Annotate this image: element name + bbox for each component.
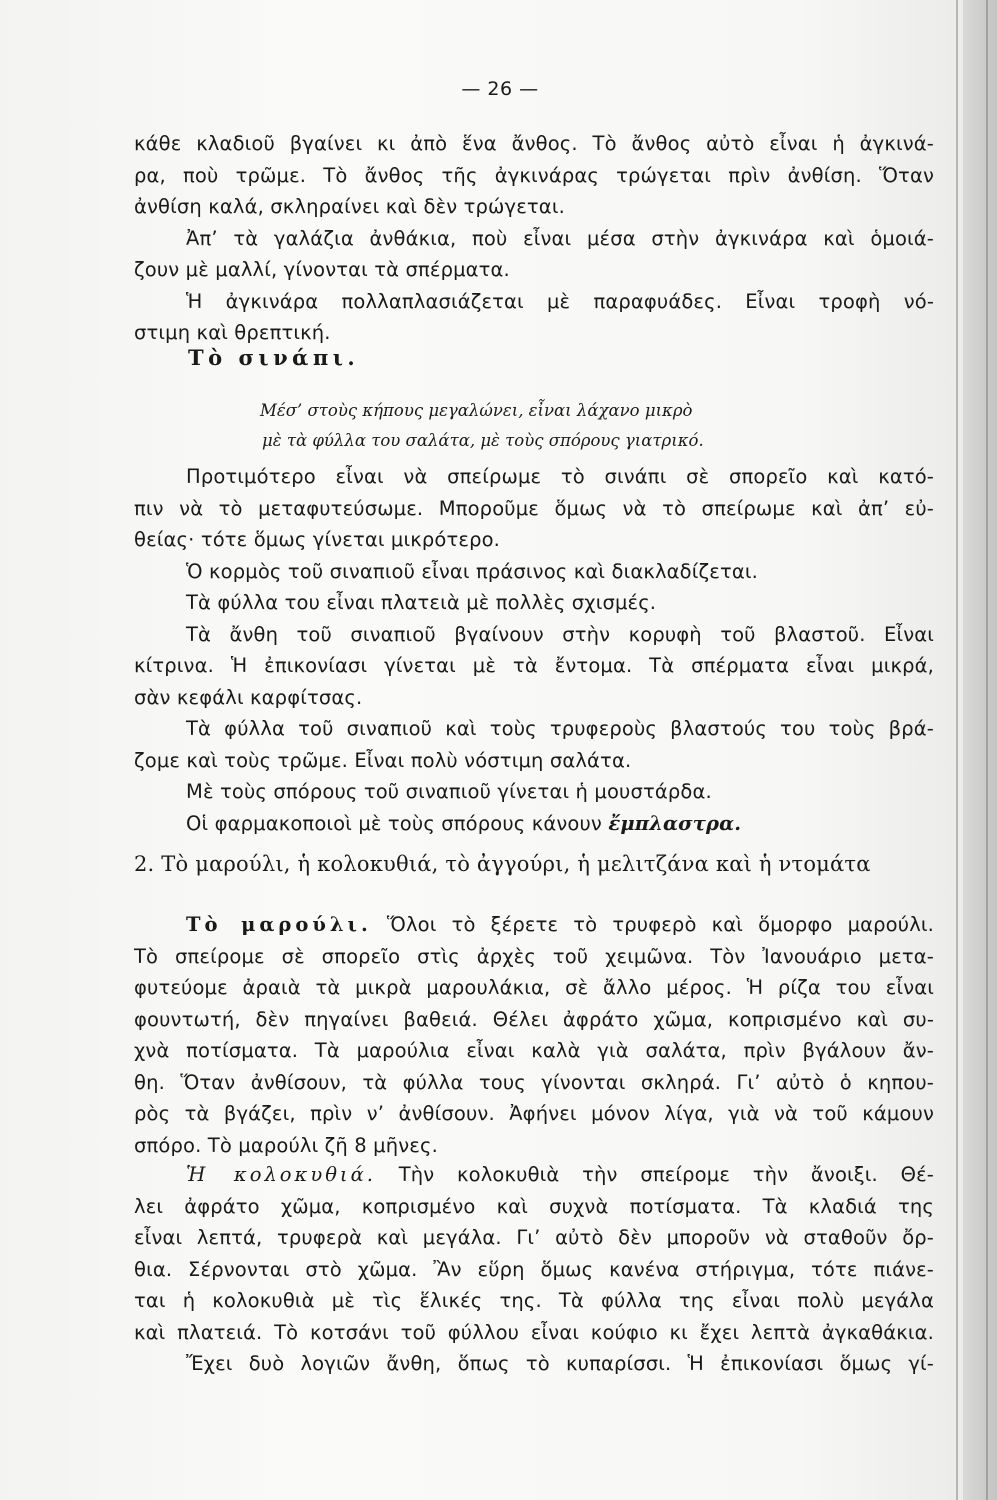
text-line: θείας· τότε ὅμως γίνεται μικρότερο.: [134, 528, 501, 551]
text-line: σπόρο. Τὸ μαρούλι ζῆ 8 μῆνες.: [134, 1133, 438, 1157]
text-line: Ἡ ἀγκινάρα πολλαπλασιάζεται μὲ παραφυάδες. Εἶναι τροφὴ νό-: [186, 289, 934, 313]
text-line: λει ἀφράτο χῶμα, κοπρισμένο καὶ συχνὰ ποτίσματα. Τὰ κλαδιά της: [134, 1194, 934, 1218]
text-line: Τὰ ἄνθη τοῦ σιναπιοῦ βγαίνουν στὴν κορυφὴ τοῦ βλαστοῦ. Εἶναι: [186, 622, 934, 646]
text-line: ρα, ποὺ τρῶμε. Τὸ ἄνθος τῆς ἀγκινάρας τρώγεται πρὶν ἀνθίση. Ὅταν: [134, 163, 934, 187]
text-line: Τὰ φύλλα του εἶναι πλατειὰ μὲ πολλὲς σχισμές.: [186, 591, 657, 614]
page-edge-line: [986, 0, 988, 1500]
text-line: Τὰ φύλλα τοῦ σιναπιοῦ καὶ τοὺς τρυφεροὺς βλαστούς του τοὺς βρά-: [186, 717, 934, 740]
text-line: Ἀπ’ τὰ γαλάζια ἀνθάκια, ποὺ εἶναι μέσα στὴν ἀγκινάρα καὶ ὁμοιά-: [186, 226, 934, 250]
text-line: ζομε καὶ τοὺς τρῶμε. Εἶναι πολὺ νόστιμη σαλάτα.: [134, 748, 632, 772]
text-line: θη. Ὅταν ἀνθίσουν, τὰ φύλλα τους γίνονται σκληρά. Γι’ αὐτὸ ὁ κηπου-: [134, 1070, 934, 1094]
text-line: ται ἡ κολοκυθιὰ μὲ τὶς ἕλικές της. Τὰ φύλλα της εἶναι πολὺ μεγάλα: [134, 1289, 934, 1312]
text-line: Ἔχει δυὸ λογιῶν ἄνθη, ὅπως τὸ κυπαρίσσι. Ἡ ἐπικονίασι ὅμως γί-: [186, 1352, 934, 1375]
text-line: πιν νὰ τὸ μεταφυτεύσωμε. Μποροῦμε ὅμως νὰ τὸ σπείρωμε καὶ ἀπ’ εὐ-: [134, 496, 934, 520]
text-line: Ὁ κορμὸς τοῦ σιναπιοῦ εἶναι πράσινος καὶ διακλαδίζεται.: [186, 559, 758, 583]
pharmacist-text: Οἱ φαρμακοποιοὶ μὲ τοὺς σπόρους κάνουν: [186, 811, 602, 835]
zucchini-paragraph: [134, 1159, 934, 1380]
mustard-verse: [260, 396, 820, 456]
lettuce-subheading: Τὸ μαρούλι.: [186, 913, 372, 936]
mustard-paragraphs: [134, 461, 934, 839]
verse-line: μὲ τὰ φύλλα του σαλάτα, μὲ τοὺς σπόρους γιατρικό.: [262, 431, 704, 450]
text-line: κίτρινα. Ἡ ἐπικονίασι γίνεται μὲ τὰ ἔντομα. Τὰ σπέρματα εἶναι μικρά,: [134, 654, 934, 677]
page-number: — 26 —: [461, 78, 539, 100]
mustard-heading: Τὸ σινάπι.: [188, 345, 360, 370]
text-line: Τὸ σπείρομε σὲ σπορεῖο στὶς ἀρχὲς τοῦ χειμῶνα. Τὸν Ἰανουάριο μετα-: [134, 944, 934, 968]
emphasis-word: ἔμπλαστρα.: [608, 811, 742, 835]
text-line: Μὲ τοὺς σπόρους τοῦ σιναπιοῦ γίνεται ἡ μουστάρδα.: [186, 780, 712, 803]
text-line: θια. Σέρνονται στὸ χῶμα. Ἂν εὕρη ὅμως κανένα στήριγμα, τότε πιάνε-: [134, 1257, 934, 1281]
lettuce-first-line: Ὅλοι τὸ ξέρετε τὸ τρυφερὸ καὶ ὅμορφο μαρούλι.: [386, 913, 934, 936]
text-line: φυτεύομε ἀραιὰ τὰ μικρὰ μαρουλάκια, σὲ ἄλλο μέρος. Ἡ ρίζα του εἶναι: [134, 976, 934, 999]
text-line: [134, 909, 934, 941]
text-line: [134, 808, 934, 840]
page-edge-stack: [963, 0, 997, 1500]
text-line: σὰν κεφάλι καρφίτσας.: [134, 685, 363, 709]
text-line: Προτιμότερο εἶναι νὰ σπείρωμε τὸ σινάπι σὲ σπορεῖο καὶ κατό-: [186, 465, 934, 488]
text-line: [134, 1159, 934, 1191]
text-line: κάθε κλαδιοῦ βγαίνει κι ἀπὸ ἕνα ἄνθος. Τὸ ἄνθος αὐτὸ εἶναι ἡ ἀγκινά-: [134, 132, 934, 155]
section-2-heading: 2. Τὸ μαρούλι, ἡ κολοκυθιά, τὸ ἀγγούρι, ἡ μελιτζάνα καὶ ἡ ντομάτα: [134, 852, 871, 876]
text-line: εἶναι λεπτά, τρυφερὰ καὶ μεγάλα. Γι’ αὐτὸ δὲν μποροῦν νὰ σταθοῦν ὄρ-: [134, 1226, 934, 1249]
zucchini-subheading: Ἡ κολοκυθιά.: [186, 1163, 376, 1186]
text-line: ρὸς τὰ βγάζει, πρὶν ν’ ἀνθίσουν. Ἀφήνει μόνον λίγα, γιὰ νὰ τοῦ κάμουν: [134, 1102, 934, 1125]
text-line: καὶ πλατειά. Τὸ κοτσάνι τοῦ φύλλου εἶναι κούφιο κι ἔχει λεπτὰ ἀγκαθάκια.: [134, 1320, 934, 1344]
text-line: ἀνθίση καλά, σκληραίνει καὶ δὲν τρώγεται.: [134, 195, 565, 218]
text-line: φουντωτή, δὲν πηγαίνει βαθειά. Θέλει ἀφράτο χῶμα, κοπρισμένο καὶ συ-: [134, 1007, 934, 1031]
artichoke-paragraphs: [134, 128, 934, 349]
page-edge-shadow: [956, 0, 958, 1500]
text-line: χνὰ ποτίσματα. Τὰ μαρούλια εἶναι καλὰ γιὰ σαλάτα, πρὶν βγάλουν ἄν-: [134, 1039, 934, 1062]
zucchini-first-line: Τὴν κολοκυθιὰ τὴν σπείρομε τὴν ἄνοιξι. Θέ-: [398, 1163, 934, 1186]
verse-line: Μέσ’ στοὺς κήπους μεγαλώνει, εἶναι λάχανο μικρὸ: [260, 401, 693, 420]
text-line: στιμη καὶ θρεπτική.: [134, 321, 331, 344]
text-line: ζουν μὲ μαλλί, γίνονται τὰ σπέρματα.: [134, 258, 510, 281]
lettuce-paragraph: [134, 909, 934, 1161]
